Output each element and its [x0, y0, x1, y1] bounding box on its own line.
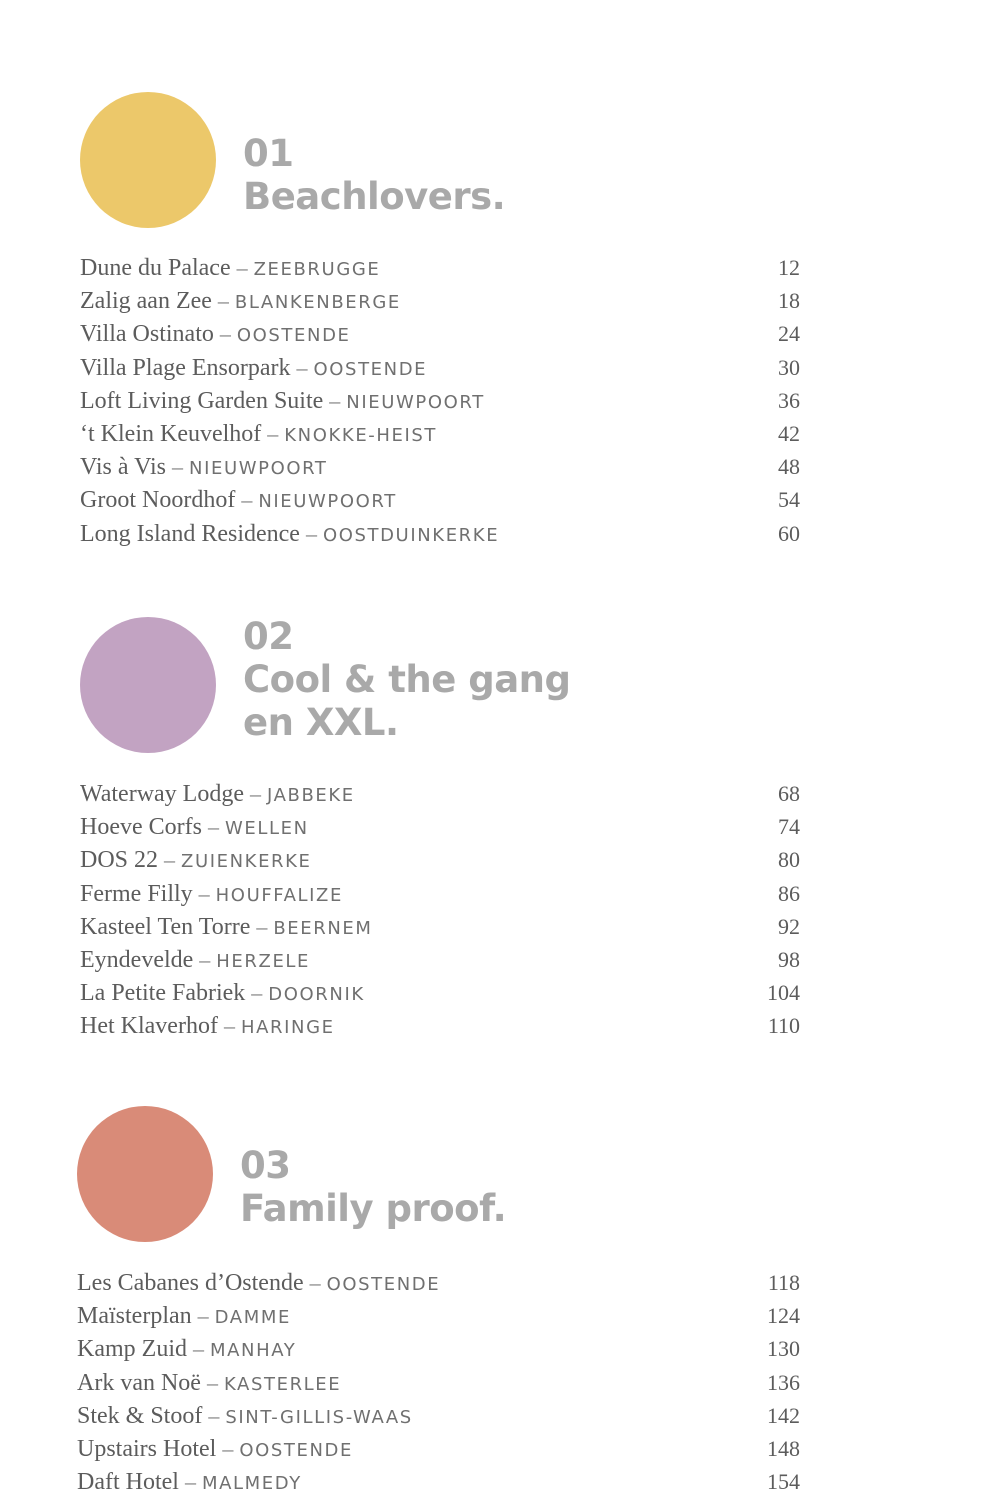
entry-city: DAMME: [214, 1307, 291, 1329]
entry-page-number: 36: [778, 387, 800, 413]
toc-entry[interactable]: [77, 1399, 800, 1432]
entry-city: OOSTENDE: [313, 358, 428, 380]
entry-name: Eyndevelde: [80, 946, 194, 973]
entry-separator: –: [250, 781, 261, 806]
entry-page-number: 12: [778, 255, 800, 280]
entry-city: NIEUWPOORT: [189, 458, 328, 480]
entry-separator: –: [309, 1270, 321, 1295]
toc-entry[interactable]: [80, 317, 800, 350]
entry-city: OOSTENDE: [236, 325, 351, 347]
section-number: 03: [240, 1144, 291, 1187]
toc-entry[interactable]: [80, 1009, 800, 1042]
section-number: 01: [243, 132, 294, 175]
entry-name: Kamp Zuid: [77, 1336, 187, 1363]
entry-separator: –: [172, 454, 184, 480]
entry-city: DOORNIK: [268, 984, 365, 1006]
toc-entry[interactable]: [77, 1266, 800, 1299]
toc-entry[interactable]: [77, 1299, 800, 1332]
entry-page-number: 18: [778, 288, 800, 314]
entry-page-number: 30: [778, 354, 800, 380]
entry-name: La Petite Fabriek: [80, 980, 246, 1007]
entry-separator: –: [208, 1402, 220, 1428]
entry-separator: –: [251, 980, 263, 1006]
entry-name: Villa Plage Ensorpark: [80, 354, 291, 381]
section-title: Beachlovers.: [243, 175, 506, 218]
entry-separator: –: [256, 913, 268, 939]
toc-entry[interactable]: [80, 810, 800, 843]
entry-name: DOS 22: [80, 847, 159, 874]
toc-entry[interactable]: [80, 777, 800, 810]
section-title: Family proof.: [240, 1187, 507, 1230]
toc-entry[interactable]: [80, 877, 800, 910]
entry-page-number: 42: [778, 420, 800, 446]
entry-city: ZUIENKERKE: [181, 851, 312, 873]
entry-name: Vis à Vis: [80, 454, 167, 481]
section-heading: [240, 1144, 506, 1230]
entry-separator: –: [236, 255, 248, 280]
entry-name: Daft Hotel: [77, 1469, 179, 1496]
entry-page-number: 104: [767, 980, 800, 1006]
entry-page-number: 110: [767, 1013, 800, 1039]
entry-separator: –: [267, 420, 279, 446]
toc-entry[interactable]: [80, 284, 800, 317]
toc-entry[interactable]: [80, 351, 800, 384]
entry-page-number: 68: [778, 781, 800, 806]
entry-page-number: 54: [778, 487, 800, 513]
section-heading: [243, 132, 505, 218]
entry-separator: –: [199, 946, 211, 972]
toc-list: [77, 1266, 800, 1498]
toc-entry[interactable]: [80, 483, 800, 516]
entry-city: BEERNEM: [273, 917, 373, 939]
entry-city: HOUFFALIZE: [215, 884, 343, 906]
entry-separator: –: [198, 880, 210, 906]
entry-city: WELLEN: [224, 818, 309, 840]
entry-separator: –: [223, 1013, 235, 1039]
entry-page-number: 142: [767, 1402, 800, 1428]
section-color-circle: [80, 617, 216, 753]
entry-separator: –: [217, 288, 229, 314]
toc-entry[interactable]: [80, 943, 800, 976]
entry-city: JABBEKE: [267, 785, 355, 806]
toc-entry[interactable]: [77, 1432, 800, 1465]
entry-city: HARINGE: [240, 1017, 335, 1039]
entry-name: ‘t Klein Keuvelhof: [80, 420, 262, 447]
entry-name: Stek & Stoof: [77, 1402, 203, 1429]
toc-entry[interactable]: [80, 910, 800, 943]
entry-name: Loft Living Garden Suite: [80, 387, 324, 414]
entry-name: Maïsterplan: [77, 1303, 192, 1330]
toc-entry[interactable]: [80, 517, 800, 550]
entry-page-number: 124: [767, 1303, 800, 1329]
entry-page-number: 136: [767, 1369, 800, 1395]
entry-city: KASTERLEE: [223, 1373, 342, 1395]
entry-page-number: 86: [778, 880, 800, 906]
section-title-line-2: en XXL.: [243, 701, 399, 744]
entry-page-number: 80: [778, 847, 800, 873]
entry-name: Ferme Filly: [80, 880, 193, 907]
entry-city: MALMEDY: [201, 1473, 302, 1495]
entry-separator: –: [207, 814, 219, 840]
toc-entry[interactable]: [77, 1332, 800, 1365]
toc-entry[interactable]: [77, 1366, 800, 1399]
toc-list: [80, 777, 800, 1043]
entry-name: Upstairs Hotel: [77, 1435, 217, 1462]
entry-page-number: 24: [778, 321, 800, 347]
section-color-circle: [77, 1106, 213, 1242]
entry-city: NIEUWPOORT: [346, 391, 485, 413]
entry-separator: –: [329, 387, 341, 413]
section-heading: [243, 615, 571, 744]
entry-name: Long Island Residence: [80, 520, 300, 547]
toc-entry[interactable]: [80, 450, 800, 483]
entry-name: Hoeve Corfs: [80, 814, 202, 841]
entry-name: Waterway Lodge: [80, 781, 244, 807]
entry-name: Les Cabanes d’Ostende: [77, 1270, 304, 1296]
entry-separator: –: [192, 1336, 204, 1362]
toc-entry[interactable]: [80, 384, 800, 417]
toc-entry[interactable]: [77, 1465, 800, 1498]
entry-city: MANHAY: [209, 1340, 297, 1362]
toc-entry[interactable]: [80, 843, 800, 876]
entry-city: OOSTDUINKERKE: [322, 524, 500, 546]
entry-name: Dune du Palace: [80, 255, 231, 281]
entry-name: Villa Ostinato: [80, 321, 214, 348]
entry-page-number: 74: [778, 814, 800, 840]
entry-city: BLANKENBERGE: [234, 292, 401, 314]
entry-separator: –: [164, 847, 176, 873]
section-color-circle: [80, 92, 216, 228]
entry-name: Groot Noordhof: [80, 487, 236, 514]
entry-separator: –: [219, 321, 231, 347]
entry-name: Het Klaverhof: [80, 1013, 218, 1040]
entry-city: KNOKKE-HEIST: [284, 424, 438, 446]
entry-city: HERZELE: [216, 950, 311, 972]
entry-city: ZEEBRUGGE: [253, 259, 381, 280]
entry-name: Kasteel Ten Torre: [80, 913, 251, 940]
toc-entry[interactable]: [80, 251, 800, 284]
entry-page-number: 92: [778, 913, 800, 939]
entry-city: OOSTENDE: [239, 1439, 353, 1461]
entry-page-number: 148: [767, 1435, 800, 1461]
entry-city: OOSTENDE: [326, 1274, 441, 1295]
entry-separator: –: [222, 1435, 234, 1461]
entry-name: Zalig aan Zee: [80, 288, 212, 315]
entry-city: SINT-GILLIS-WAAS: [225, 1406, 413, 1428]
entry-separator: –: [296, 354, 308, 380]
entry-separator: –: [197, 1303, 209, 1329]
entry-separator: –: [206, 1369, 218, 1395]
toc-entry[interactable]: [80, 417, 800, 450]
toc-entry[interactable]: [80, 976, 800, 1009]
entry-page-number: 60: [778, 520, 800, 546]
section-title: Cool & the gang: [243, 658, 571, 701]
entry-page-number: 98: [778, 946, 800, 972]
entry-name: Ark van Noë: [77, 1369, 201, 1396]
toc-list: [80, 251, 800, 550]
entry-page-number: 118: [767, 1270, 800, 1295]
entry-separator: –: [305, 520, 317, 546]
entry-city: NIEUWPOORT: [258, 491, 397, 513]
section-number: 02: [243, 615, 294, 658]
entry-page-number: 48: [778, 454, 800, 480]
entry-separator: –: [241, 487, 253, 513]
entry-page-number: 154: [767, 1469, 800, 1495]
entry-page-number: 130: [767, 1336, 800, 1362]
entry-separator: –: [184, 1469, 196, 1495]
